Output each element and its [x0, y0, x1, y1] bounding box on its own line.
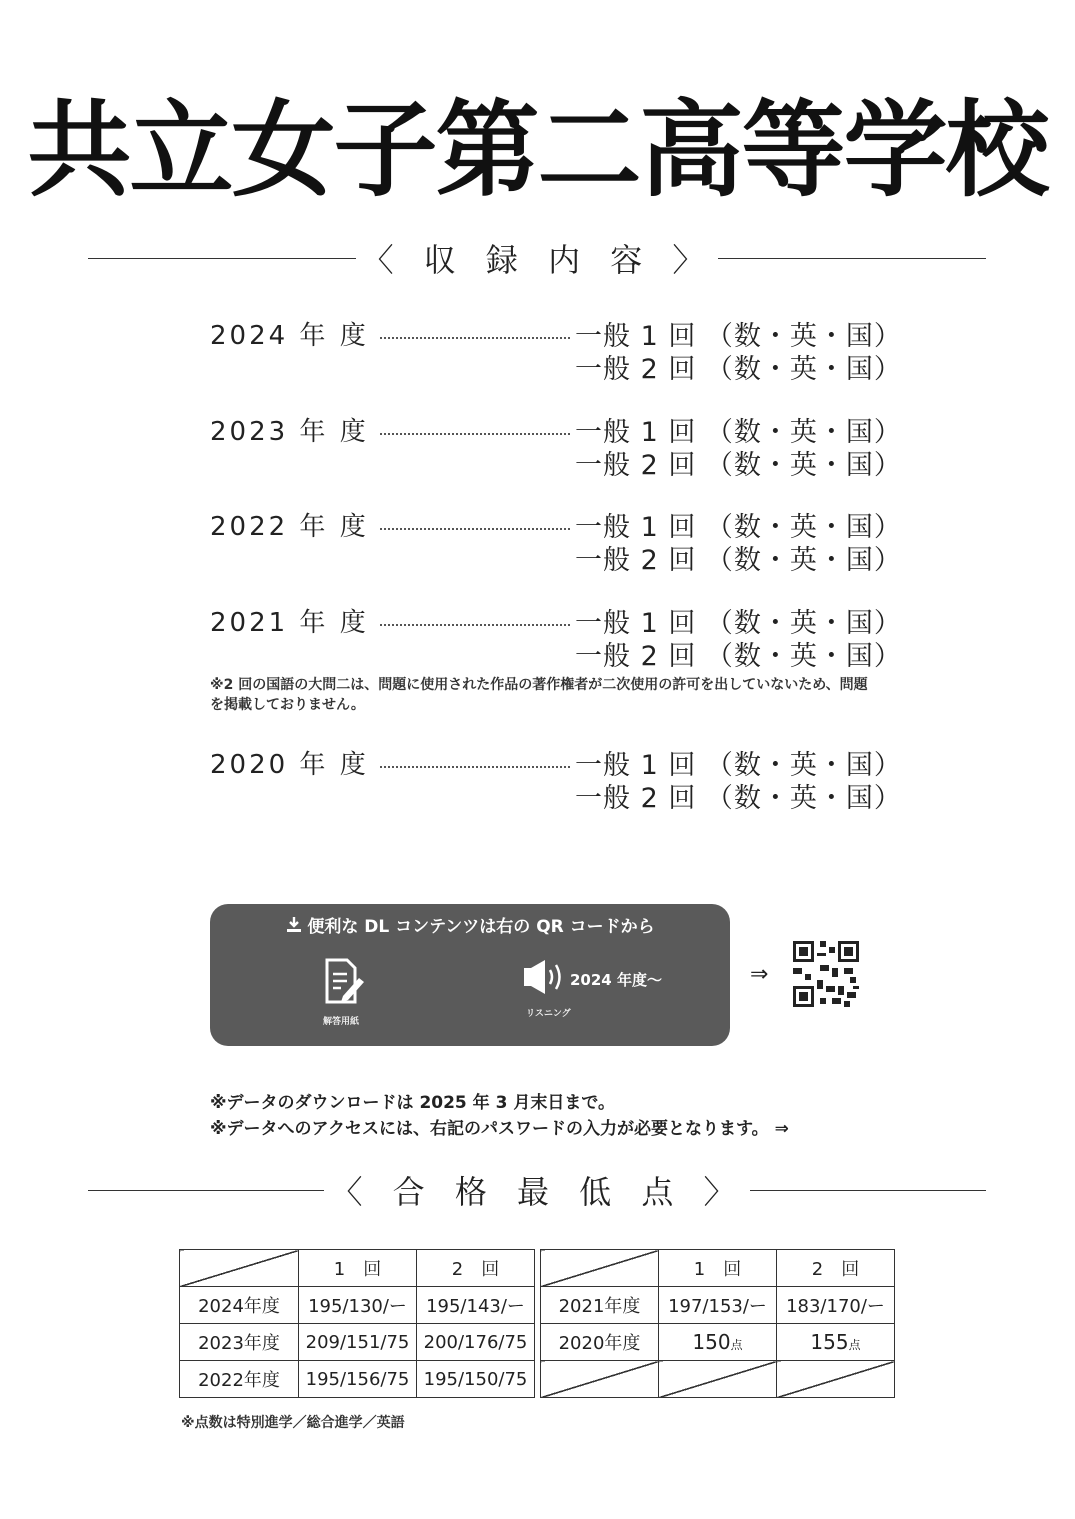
empty-cell: [541, 1361, 659, 1398]
copyright-note: ※2 回の国語の大問二は、問題に使用された作品の著作権者が二次使用の許可を出していないため、問題を掲載しておりません。: [210, 677, 868, 713]
year-cell: 2021年度: [541, 1287, 659, 1324]
score-cell: 195/130/ー: [299, 1287, 417, 1324]
empty-cell: [777, 1361, 895, 1398]
answer-sheet-item[interactable]: [306, 956, 376, 1027]
corner-cell: [541, 1250, 659, 1287]
score-cell: 183/170/ー: [777, 1287, 895, 1324]
contents-heading: [88, 238, 986, 278]
year-block-2024: [210, 320, 902, 386]
year-cell: 2023年度: [180, 1324, 299, 1361]
dl-title: [210, 912, 730, 939]
year-cell: 2022年度: [180, 1361, 299, 1398]
exam-item: 一般 1 回 （数・英・国）: [575, 750, 902, 781]
qr-code-icon[interactable]: [790, 938, 862, 1010]
year-cell: 2020年度: [541, 1324, 659, 1361]
year-cell: 2024年度: [180, 1287, 299, 1324]
score-cell: [659, 1324, 777, 1361]
dl-notes: [210, 1090, 789, 1142]
table-row: [180, 1361, 895, 1398]
empty-cell: [659, 1361, 777, 1398]
listening-label: リスニング: [526, 1009, 571, 1019]
score-unit: 点: [848, 1338, 861, 1352]
page-title: 共立女子第二高等学校: [27, 89, 1048, 211]
header-round-1: 1 回: [299, 1250, 417, 1287]
exam-item: 一般 2 回 （数・英・国）: [575, 450, 902, 481]
table-row: [180, 1287, 895, 1324]
score-cell: 209/151/75: [299, 1324, 417, 1361]
divider: [718, 258, 986, 259]
scores-heading: [88, 1170, 986, 1210]
contents-heading-label: 〈 収 録 内 容 〉: [361, 241, 715, 279]
exam-item: 一般 2 回 （数・英・国）: [575, 783, 902, 814]
dl-content-box: [210, 904, 730, 1046]
speaker-icon: [510, 958, 568, 1000]
answer-sheet-icon: [306, 956, 376, 1010]
leader-dots: [380, 766, 570, 768]
score-note: ※点数は特別進学／総合進学／英語: [181, 1415, 405, 1431]
score-value: 150: [692, 1330, 731, 1354]
exam-item: 一般 1 回 （数・英・国）: [575, 321, 902, 352]
header-round-1: 1 回: [659, 1250, 777, 1287]
year-label: 2020 年 度: [210, 750, 369, 780]
download-icon: [285, 916, 303, 939]
leader-dots: [380, 624, 570, 626]
dl-title-text: 便利な DL コンテンツは右の QR コードから: [307, 917, 655, 937]
table-row: [180, 1324, 895, 1361]
listening-item[interactable]: [510, 958, 710, 1019]
score-cell: 195/156/75: [299, 1361, 417, 1398]
arrow-to-qr: ⇒: [750, 962, 769, 987]
header-round-2: 2 回: [777, 1250, 895, 1287]
answer-sheet-label: 解答用紙: [322, 1017, 359, 1027]
exam-item: 一般 2 回 （数・英・国）: [575, 545, 902, 576]
exam-item: 一般 2 回 （数・英・国）: [575, 641, 902, 672]
dl-note-2: ※データへのアクセスには、右記のパスワードの入力が必要となります。 ⇒: [210, 1119, 789, 1139]
year-block-2022: [210, 511, 902, 577]
exam-item: 一般 1 回 （数・英・国）: [575, 608, 902, 639]
year-block-2023: [210, 416, 902, 482]
exam-item: 一般 1 回 （数・英・国）: [575, 417, 902, 448]
header-round-2: 2 回: [417, 1250, 535, 1287]
score-cell: 195/143/ー: [417, 1287, 535, 1324]
divider: [88, 1190, 324, 1191]
leader-dots: [380, 433, 570, 435]
divider: [88, 258, 356, 259]
score-value: 155: [810, 1330, 849, 1354]
table-header-row: [180, 1250, 895, 1287]
year-label: 2023 年 度: [210, 417, 369, 447]
leader-dots: [380, 528, 570, 530]
score-cell: 197/153/ー: [659, 1287, 777, 1324]
score-cell: [777, 1324, 895, 1361]
exam-item: 一般 2 回 （数・英・国）: [575, 354, 902, 385]
divider: [750, 1190, 986, 1191]
exam-item: 一般 1 回 （数・英・国）: [575, 512, 902, 543]
year-label: 2024 年 度: [210, 321, 369, 351]
corner-cell: [180, 1250, 299, 1287]
dl-note-1: ※データのダウンロードは 2025 年 3 月末日まで。: [210, 1093, 616, 1113]
year-label: 2021 年 度: [210, 608, 369, 638]
minimum-score-table: [179, 1249, 895, 1398]
score-cell: 195/150/75: [417, 1361, 535, 1398]
score-unit: 点: [730, 1338, 743, 1352]
scores-heading-label: 〈 合 格 最 低 点 〉: [330, 1173, 746, 1211]
leader-dots: [380, 337, 570, 339]
listening-year: 2024 年度〜: [570, 970, 662, 989]
year-block-2020: [210, 749, 902, 815]
year-block-2021: [210, 607, 902, 673]
year-label: 2022 年 度: [210, 512, 369, 542]
score-cell: 200/176/75: [417, 1324, 535, 1361]
